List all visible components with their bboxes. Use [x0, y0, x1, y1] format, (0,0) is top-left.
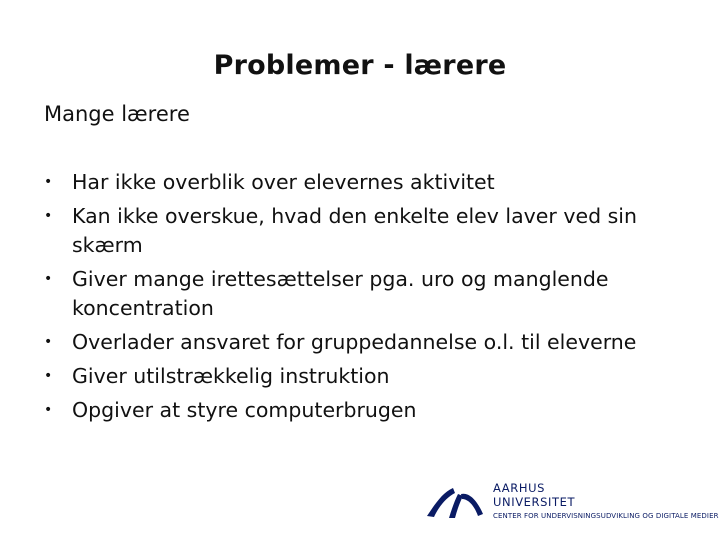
bullet-text: Overlader ansvaret for gruppedannelse o.l. til eleverne: [72, 330, 637, 354]
logo-text-aarhus: AARHUS: [493, 481, 546, 495]
bullet-item: [44, 168, 684, 197]
slide-subtitle: Mange lærere: [44, 102, 190, 126]
bullet-text: Har ikke overblik over elevernes aktivitet: [72, 170, 495, 194]
logo-text-universitet: UNIVERSITET: [493, 495, 576, 509]
bullet-dot: •: [44, 334, 53, 350]
slide-title: Problemer - lærere: [213, 50, 507, 81]
bullet-dot: •: [44, 208, 53, 224]
bullet-dot: •: [44, 174, 53, 190]
logo-text-center: CENTER FOR UNDERVISNINGSUDVIKLING OG DIGITALE MEDIER: [493, 512, 719, 520]
bullet-item: [44, 362, 684, 391]
bullet-item: [44, 265, 684, 323]
aarhus-university-logo: [425, 478, 719, 528]
bullet-dot: •: [44, 368, 53, 384]
bullet-item: [44, 328, 684, 357]
bullet-text: Giver utilstrækkelig instruktion: [72, 364, 390, 388]
au-logo-icon: [425, 484, 485, 520]
bullet-dot: •: [44, 402, 53, 418]
bullet-list: [44, 168, 684, 430]
bullet-item: [44, 396, 684, 425]
bullet-text: Opgiver at styre computerbrugen: [72, 398, 417, 422]
bullet-text: Kan ikke overskue, hvad den enkelte elev laver ved sin skærm: [72, 204, 637, 257]
bullet-item: [44, 202, 684, 260]
bullet-text: Giver mange irettesættelser pga. uro og manglende koncentration: [72, 267, 609, 320]
bullet-dot: •: [44, 271, 53, 287]
